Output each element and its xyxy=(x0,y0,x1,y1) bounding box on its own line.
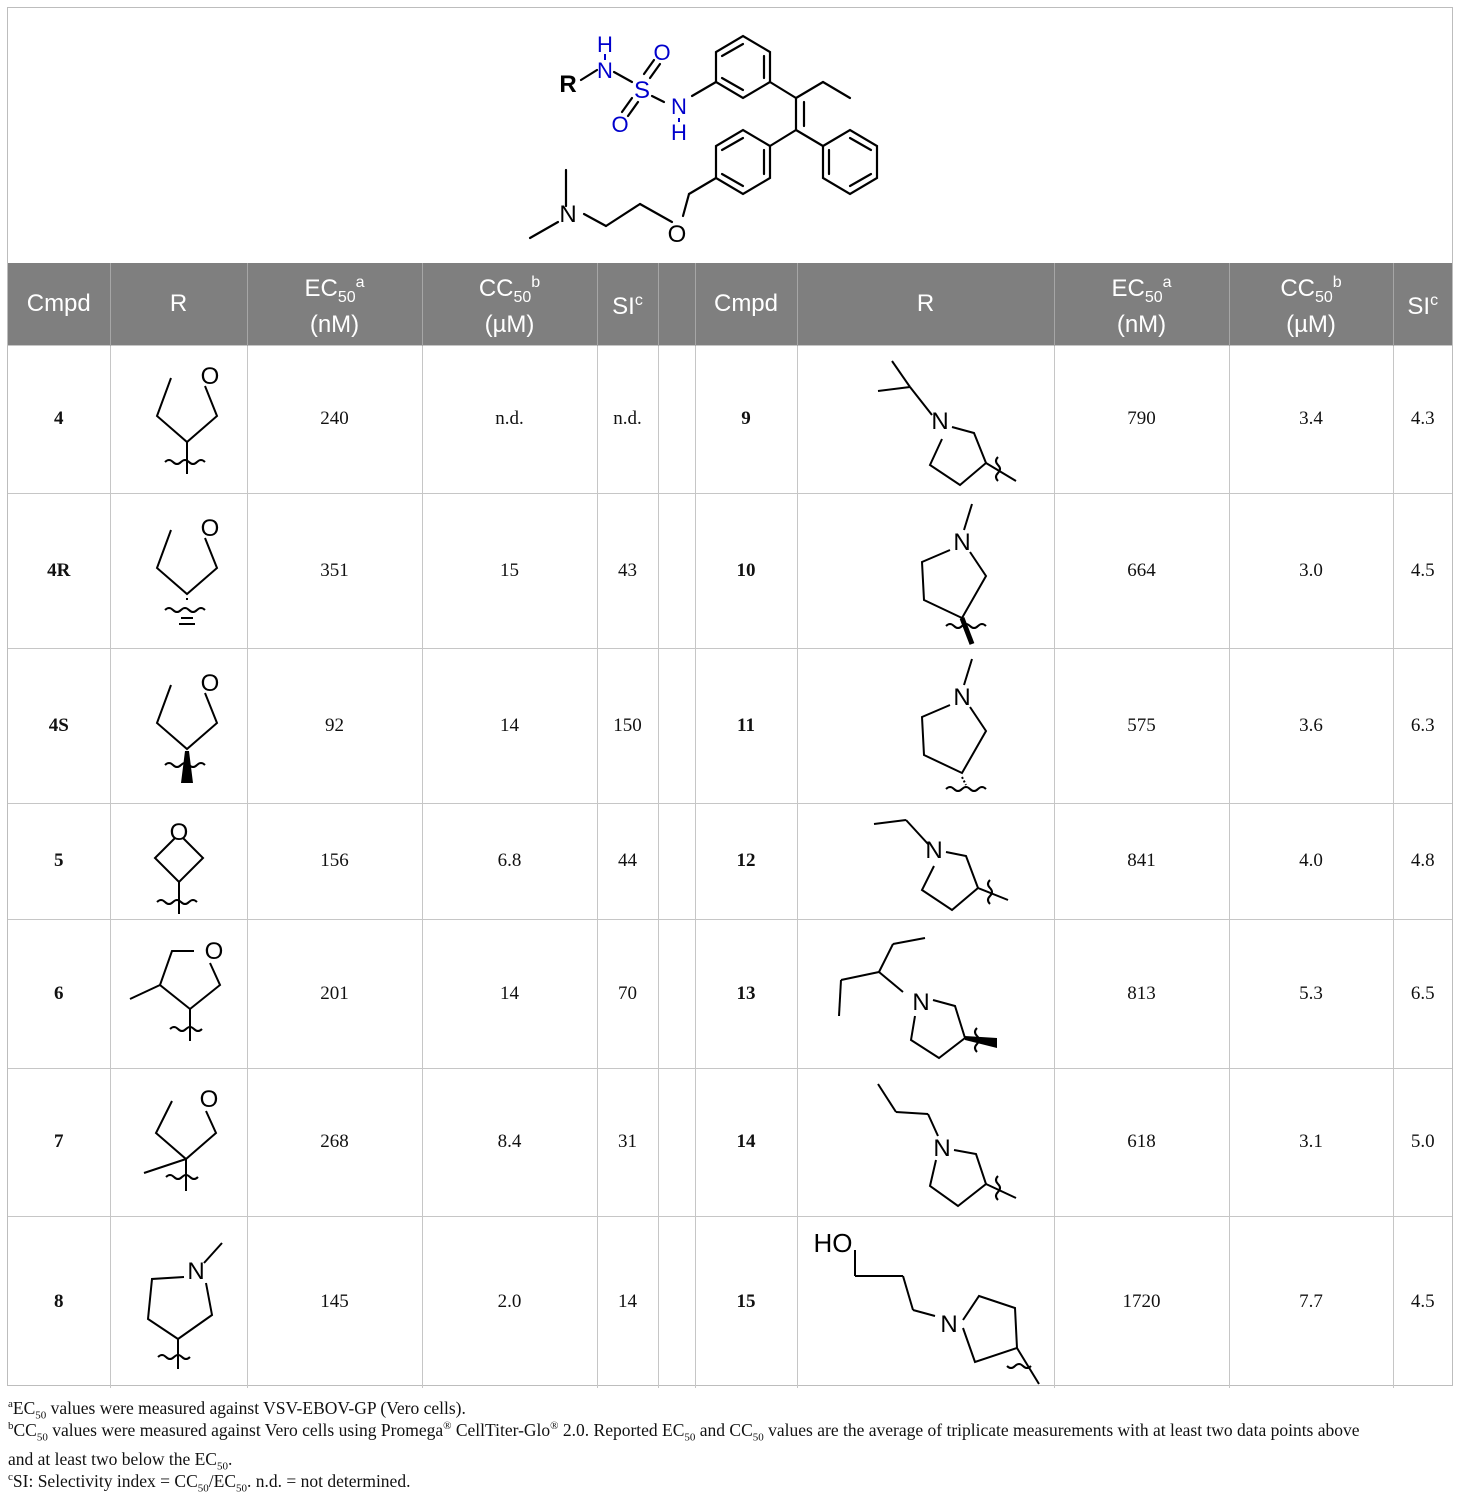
spacer-cell xyxy=(658,919,695,1068)
cc50-value: 14 xyxy=(422,648,597,803)
cmpd-id: 13 xyxy=(695,919,797,1068)
structure-atom-o: O xyxy=(199,1086,218,1113)
r-structure xyxy=(110,803,247,919)
cmpd-id: 4 xyxy=(8,345,110,493)
r-structure xyxy=(110,493,247,648)
propyl-pyrrolidine-structure xyxy=(826,1072,1026,1212)
table-frame xyxy=(7,7,1453,1386)
si-value: 6.3 xyxy=(1393,648,1452,803)
r-structure xyxy=(797,803,1054,919)
structure-hydroxyl: HO xyxy=(813,1228,852,1259)
r-structure xyxy=(110,1216,247,1388)
structure-atom-n: N xyxy=(952,528,971,556)
ec50-value: 618 xyxy=(1054,1068,1229,1216)
r-structure xyxy=(797,1068,1054,1216)
r-structure xyxy=(110,919,247,1068)
col-ec50: $EC_{50}^a$ (nM) xyxy=(1054,263,1229,345)
table-row xyxy=(8,803,1452,919)
cc50-value: 14 xyxy=(422,919,597,1068)
ec50-value: 351 xyxy=(247,493,422,648)
si-value: 5.0 xyxy=(1393,1068,1452,1216)
scheme-atom-n: N xyxy=(597,58,613,83)
scheme-atom-o: O xyxy=(667,221,687,248)
table-row xyxy=(8,648,1452,803)
si-value: n.d. xyxy=(597,345,658,493)
si-value: 4.8 xyxy=(1393,803,1452,919)
cmpd-id: 15 xyxy=(695,1216,797,1388)
si-value: 31 xyxy=(597,1068,658,1216)
cc50-value: 3.4 xyxy=(1229,345,1393,493)
col-cmpd: Cmpd xyxy=(8,263,110,345)
cc50-value: n.d. xyxy=(422,345,597,493)
structure-atom-o: O xyxy=(204,937,223,965)
si-value: 4.3 xyxy=(1393,345,1452,493)
scheme-atom-h: H xyxy=(597,32,613,57)
r-structure xyxy=(797,919,1054,1068)
structure-atom-n: N xyxy=(186,1258,205,1286)
col-r: R xyxy=(797,263,1054,345)
cmpd-id: 4S xyxy=(8,648,110,803)
ec50-value: 813 xyxy=(1054,919,1229,1068)
col-cc50: $CC_{50}^b$ (µM) xyxy=(422,263,597,345)
si-value: 43 xyxy=(597,493,658,648)
isopropyl-pyrrolidine-structure xyxy=(826,349,1026,489)
methyl-thf-quaternary-structure xyxy=(114,1077,244,1207)
col-spacer xyxy=(658,263,695,345)
pentan-3yl-pyrrolidine-structure xyxy=(821,924,1031,1064)
cc50-value: 4.0 xyxy=(1229,803,1393,919)
cmpd-id: 11 xyxy=(695,648,797,803)
cmpd-id: 4R xyxy=(8,493,110,648)
col-si: $SI^c$ xyxy=(597,263,658,345)
table-row xyxy=(8,1216,1452,1388)
scheme-atom-s: S xyxy=(633,77,651,104)
footnote-b: $^bCC_{50}$ values were measured against Vero cells using Promega® CellTiter-Glo® 2.0. Reported $EC_{50}$ and $CC_{50}$ values are the average of triplicate measurements with at least two data points above and at least two below the $EC_{50}$. xyxy=(8,1419,1360,1473)
si-value: 14 xyxy=(597,1216,658,1388)
col-cc50: $CC_{50}^b$ (µM) xyxy=(1229,263,1393,345)
structure-atom-o: O xyxy=(200,363,219,390)
table-row xyxy=(8,1068,1452,1216)
ec50-value: 575 xyxy=(1054,648,1229,803)
methyl-pyrrolidine-s-structure xyxy=(826,651,1026,801)
methyl-pyrrolidine-r-structure xyxy=(826,496,1026,646)
si-value: 150 xyxy=(597,648,658,803)
r-structure xyxy=(110,1068,247,1216)
ec50-value: 156 xyxy=(247,803,422,919)
structure-atom-n: N xyxy=(930,408,949,435)
ec50-value: 240 xyxy=(247,345,422,493)
col-si: $SI^c$ xyxy=(1393,263,1452,345)
structure-atom-n: N xyxy=(924,837,943,864)
scheme-atom-n: N xyxy=(559,201,577,228)
r-structure xyxy=(797,493,1054,648)
r-structure xyxy=(797,648,1054,803)
scheme-r-label: R xyxy=(559,71,577,98)
cmpd-id: 10 xyxy=(695,493,797,648)
scheme-atom-h: H xyxy=(671,120,687,145)
cc50-value: 7.7 xyxy=(1229,1216,1393,1388)
structure-atom-o: O xyxy=(200,669,219,697)
footnote-c: $^c$SI: Selectivity index = $CC_{50}/EC_{50}$. n.d. = not determined. xyxy=(8,1470,411,1495)
si-value: 70 xyxy=(597,919,658,1068)
cmpd-id: 14 xyxy=(695,1068,797,1216)
ec50-value: 145 xyxy=(247,1216,422,1388)
ec50-value: 664 xyxy=(1054,493,1229,648)
r-structure xyxy=(110,648,247,803)
spacer-cell xyxy=(658,345,695,493)
structure-atom-o: O xyxy=(169,819,188,846)
r-structure xyxy=(110,345,247,493)
cc50-value: 8.4 xyxy=(422,1068,597,1216)
cc50-value: 3.1 xyxy=(1229,1068,1393,1216)
thf-3r-structure xyxy=(119,506,239,636)
cmpd-id: 5 xyxy=(8,803,110,919)
cc50-value: 2.0 xyxy=(422,1216,597,1388)
ec50-value: 201 xyxy=(247,919,422,1068)
table-row xyxy=(8,493,1452,648)
cc50-value: 6.8 xyxy=(422,803,597,919)
si-value: 44 xyxy=(597,803,658,919)
cc50-value: 15 xyxy=(422,493,597,648)
structure-atom-o: O xyxy=(200,514,219,542)
structure-atom-n: N xyxy=(911,988,930,1016)
spacer-cell xyxy=(658,1068,695,1216)
scheme-atom-o: O xyxy=(611,112,629,137)
spacer-cell xyxy=(658,803,695,919)
structure-atom-n: N xyxy=(952,683,971,711)
activity-table xyxy=(8,263,1452,1388)
cmpd-id: 6 xyxy=(8,919,110,1068)
structure-atom-n: N xyxy=(939,1311,958,1339)
ec50-value: 841 xyxy=(1054,803,1229,919)
r-structure xyxy=(797,1216,1054,1388)
scheme-atom-o: O xyxy=(653,40,671,65)
spacer-cell xyxy=(658,648,695,803)
scaffold-structure xyxy=(8,8,1452,263)
col-r: R xyxy=(110,263,247,345)
si-value: 4.5 xyxy=(1393,1216,1452,1388)
structure-atom-n: N xyxy=(932,1135,951,1162)
methyl-thf-structure xyxy=(114,929,244,1059)
cmpd-id: 8 xyxy=(8,1216,110,1388)
ec50-value: 1720 xyxy=(1054,1216,1229,1388)
col-ec50: $EC_{50}^a$ (nM) xyxy=(247,263,422,345)
spacer-cell xyxy=(658,493,695,648)
si-value: 6.5 xyxy=(1393,919,1452,1068)
oxetan-3yl-structure xyxy=(119,806,239,916)
cc50-value: 3.6 xyxy=(1229,648,1393,803)
cc50-value: 3.0 xyxy=(1229,493,1393,648)
cmpd-id: 12 xyxy=(695,803,797,919)
spacer-cell xyxy=(658,1216,695,1388)
thf-3yl-structure xyxy=(119,354,239,484)
si-value: 4.5 xyxy=(1393,493,1452,648)
ec50-value: 268 xyxy=(247,1068,422,1216)
table-row xyxy=(8,345,1452,493)
table-row xyxy=(8,919,1452,1068)
r-structure xyxy=(797,345,1054,493)
hydroxypropyl-pyrrolidine-structure xyxy=(801,1218,1051,1386)
n-methyl-pyrrolidine-structure xyxy=(114,1227,244,1377)
cmpd-id: 9 xyxy=(695,345,797,493)
cmpd-id: 7 xyxy=(8,1068,110,1216)
ec50-value: 790 xyxy=(1054,345,1229,493)
thf-3s-structure xyxy=(119,661,239,791)
header-row xyxy=(8,263,1452,345)
cc50-value: 5.3 xyxy=(1229,919,1393,1068)
ec50-value: 92 xyxy=(247,648,422,803)
ethyl-pyrrolidine-structure xyxy=(826,806,1026,916)
scheme-atom-n: N xyxy=(671,94,687,119)
footnote-a: $^aEC_{50}$ values were measured against VSV-EBOV-GP (Vero cells). xyxy=(8,1397,466,1422)
col-cmpd: Cmpd xyxy=(695,263,797,345)
